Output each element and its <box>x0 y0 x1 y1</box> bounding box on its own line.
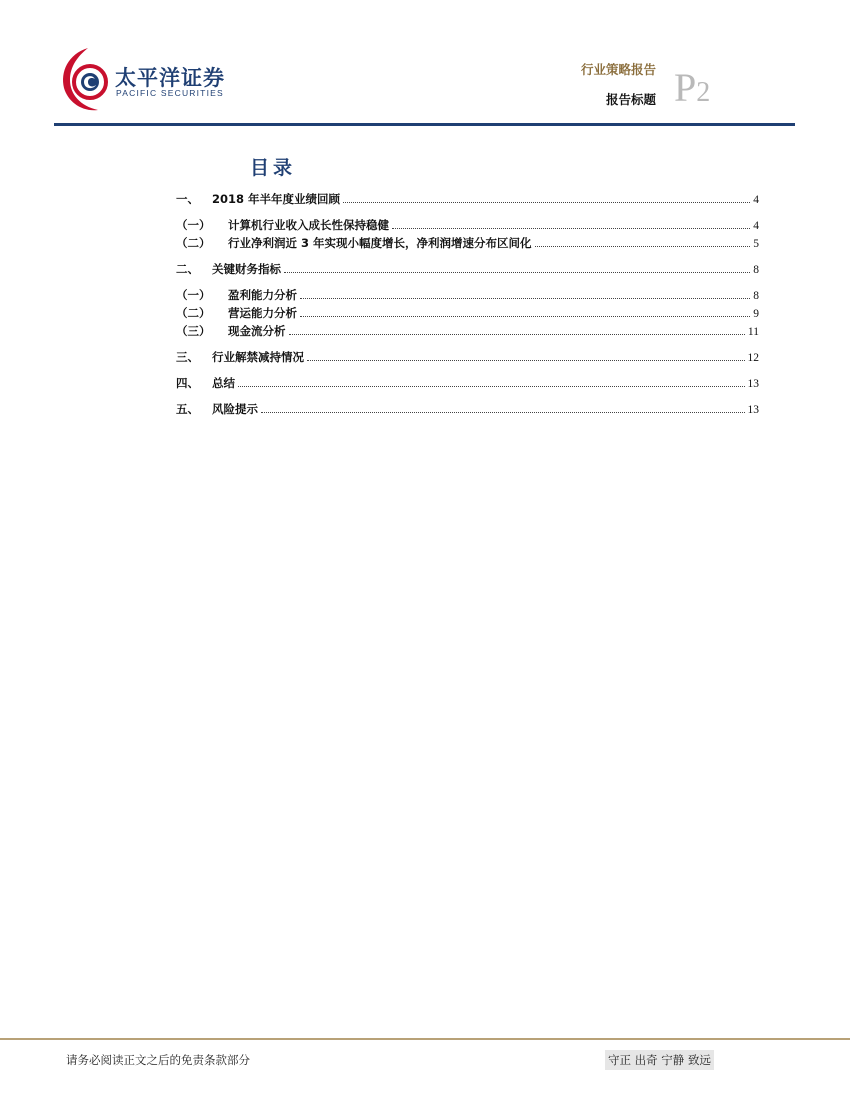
toc-leader-dots <box>535 245 751 247</box>
toc-entry-label: 行业解禁减持情况 <box>212 350 304 364</box>
toc-leader-dots <box>238 385 745 387</box>
toc-leader-dots <box>300 315 750 317</box>
toc-entry-label: 2018 年半年度业绩回顾 <box>212 192 341 206</box>
toc-entry-page: 4 <box>753 220 759 232</box>
toc-entry-label: 风险提示 <box>212 402 258 416</box>
toc-entry[interactable] <box>176 217 759 233</box>
toc-entry-page: 9 <box>753 308 759 320</box>
toc-entry[interactable] <box>176 305 759 321</box>
report-type: 行业策略报告 <box>580 62 656 77</box>
toc-entry-page: 4 <box>753 194 759 206</box>
toc-entry[interactable] <box>176 375 759 391</box>
toc-entry-page: 8 <box>753 264 759 276</box>
footer-motto: 守正 出奇 宁静 致远 <box>605 1050 714 1070</box>
toc-entry-page: 8 <box>753 290 759 302</box>
toc-entry-label: 关键财务指标 <box>212 262 281 276</box>
toc-entry[interactable] <box>176 261 759 277</box>
toc-entry[interactable] <box>176 401 759 417</box>
toc-entry-number: （二） <box>176 236 211 250</box>
toc-entry-number: 一、 <box>176 192 199 206</box>
toc-entry-label: 营运能力分析 <box>228 306 297 320</box>
toc-entry-page: 5 <box>753 238 759 250</box>
company-logo <box>58 44 238 114</box>
toc-entry-number: （二） <box>176 306 211 320</box>
toc-entry-number: 四、 <box>176 376 199 390</box>
page-number-value: 2 <box>696 77 711 108</box>
pacific-securities-logo-icon <box>58 44 114 114</box>
toc-entry[interactable] <box>176 287 759 303</box>
toc-entry-number: （一） <box>176 218 211 232</box>
toc-leader-dots <box>289 333 745 335</box>
toc-leader-dots <box>300 297 750 299</box>
toc-entry-page: 11 <box>747 326 759 338</box>
toc-entry-label: 行业净利润近 3 年实现小幅度增长，净利润增速分布区间化 <box>228 236 532 250</box>
report-title: 报告标题 <box>605 92 656 107</box>
toc-title: 目录 <box>250 157 297 179</box>
toc-entry[interactable] <box>176 235 759 251</box>
footer-disclaimer: 请务必阅读正文之后的免责条款部分 <box>66 1053 250 1067</box>
toc-entry-number: 三、 <box>176 350 199 364</box>
logo-english-name: PACIFIC SECURITIES <box>116 88 224 98</box>
toc-entry-number: （一） <box>176 288 211 302</box>
toc-leader-dots <box>307 359 745 361</box>
footer-divider <box>0 1038 850 1040</box>
toc-entry-page: 13 <box>747 378 759 390</box>
toc-entry-number: 五、 <box>176 402 199 416</box>
logo-chinese-name: 太平洋证券 <box>115 66 225 90</box>
header-divider <box>54 123 795 126</box>
toc-entry-label: 现金流分析 <box>228 324 286 338</box>
toc-entry-page: 12 <box>747 352 759 364</box>
toc-entry[interactable] <box>176 323 759 339</box>
toc-leader-dots <box>261 411 745 413</box>
toc-entry-page: 13 <box>747 404 759 416</box>
toc-leader-dots <box>343 201 750 203</box>
toc-entry[interactable] <box>176 349 759 365</box>
toc-leader-dots <box>392 227 750 229</box>
page-number <box>674 65 711 110</box>
toc-entry-label: 计算机行业收入成长性保持稳健 <box>228 218 389 232</box>
page-prefix: P <box>674 65 697 110</box>
toc-entry-number: 二、 <box>176 262 199 276</box>
toc-entry-label: 总结 <box>212 376 235 390</box>
toc-entry-number: （三） <box>176 324 211 338</box>
toc-entry[interactable] <box>176 191 759 207</box>
toc-entry-label: 盈利能力分析 <box>228 288 297 302</box>
toc-leader-dots <box>284 271 750 273</box>
